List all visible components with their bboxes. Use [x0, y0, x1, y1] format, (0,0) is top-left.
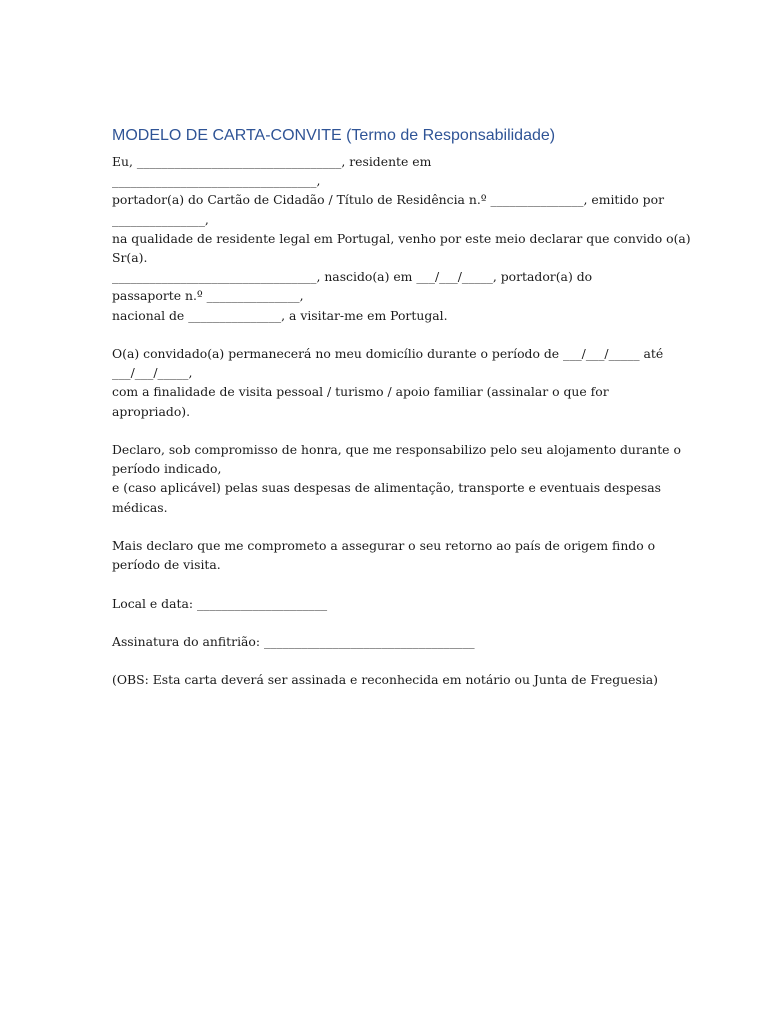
text-line: apropriado).	[112, 403, 191, 419]
text-line: _________________________________, nascido(a) em ___/___/_____, portador(a) do	[112, 269, 593, 285]
paragraph-spacer	[112, 613, 660, 632]
paragraph-spacer	[112, 517, 660, 536]
paragraph-stay-period	[112, 344, 664, 421]
text-line: Eu, _________________________________, residente em	[112, 154, 432, 169]
text-line: ___/___/_____,	[112, 365, 193, 381]
place-and-date-field: Local e data: _____________________	[112, 595, 328, 611]
text-line: _______________,	[112, 211, 209, 227]
paragraph-declaration	[112, 440, 681, 517]
text-line: período de visita.	[112, 557, 221, 573]
text-line: Declaro, sob compromisso de honra, que me responsabilizo pelo seu alojamento durante o	[112, 442, 681, 458]
text-line: Mais declaro que me comprometo a assegurar o seu retorno ao país de origem findo o	[112, 538, 656, 554]
observation-note: (OBS: Esta carta deverá ser assinada e reconhecida em notário ou Junta de Freguesia)	[112, 672, 658, 688]
text-line: passaporte n.º _______________,	[112, 288, 304, 304]
text-line: médicas.	[112, 499, 168, 515]
host-signature-field: Assinatura do anfitrião: __________________________________	[112, 634, 475, 649]
document-body	[112, 124, 691, 690]
text-line: nacional de _______________, a visitar-me em Portugal.	[112, 307, 448, 323]
document-title: MODELO DE CARTA-CONVITE (Termo de Responsabilidade)	[112, 127, 556, 144]
paragraph-spacer	[112, 574, 660, 593]
text-line: Sr(a).	[112, 250, 148, 266]
paragraph-return-commitment	[112, 536, 660, 574]
paragraph-spacer	[112, 421, 660, 440]
paragraph-identification	[112, 152, 691, 325]
paragraph-spacer	[112, 651, 660, 670]
text-line: O(a) convidado(a) permanecerá no meu domicílio durante o período de ___/___/_____ até	[112, 346, 664, 362]
text-line: com a finalidade de visita pessoal / turismo / apoio familiar (assinalar o que for	[112, 384, 609, 400]
text-line: período indicado,	[112, 461, 222, 477]
paragraph-spacer	[112, 325, 660, 344]
text-line: na qualidade de residente legal em Portugal, venho por este meio declarar que convido o(a)	[112, 230, 691, 246]
text-line: _________________________________,	[112, 173, 321, 189]
text-line: portador(a) do Cartão de Cidadão / Título de Residência n.º _______________, emitido por	[112, 192, 665, 208]
text-line: e (caso aplicável) pelas suas despesas de alimentação, transporte e eventuais despesas	[112, 480, 662, 496]
